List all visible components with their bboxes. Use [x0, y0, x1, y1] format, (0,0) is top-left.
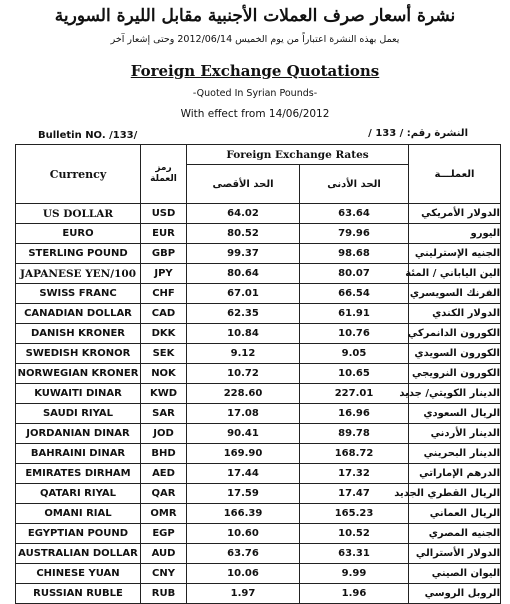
currency-code: GBP [141, 244, 187, 264]
header-max-ar: الحد الأقصى [187, 165, 300, 204]
quoted-note: -Quoted In Syrian Pounds- [192, 88, 318, 99]
table-row [16, 324, 501, 344]
bulletin-number-en: Bulletin NO. /133/ [38, 130, 138, 141]
currency-code: USD [141, 204, 187, 224]
min-rate: 168.72 [300, 444, 409, 464]
currency-name-ar: الدينار الكويتي/ جديد [409, 384, 501, 404]
header-rates: Foreign Exchange Rates [187, 145, 409, 165]
table-row [16, 484, 501, 504]
table-row [16, 304, 501, 324]
arabic-subtitle: يعمل بهذه النشرة اعتباراً من يوم الخميس 2012/06/14 وحتى إشعار آخر [110, 34, 400, 45]
min-rate: 165.23 [300, 504, 409, 524]
currency-name-ar: الكورون النرويجي [409, 364, 501, 384]
table-row [16, 544, 501, 564]
arabic-title: نشرة أسعار صرف العملات الأجنبية مقابل الليرة السورية [54, 6, 456, 26]
currency-name-ar: الدولار الأسترالي [409, 544, 501, 564]
currency-name-ar: الكورون السويدي [409, 344, 501, 364]
currency-name: JAPANESE YEN/100 [16, 264, 141, 284]
currency-name: DANISH KRONER [16, 324, 141, 344]
currency-code: RUB [141, 584, 187, 604]
currency-name: NORWEGIAN KRONER [16, 364, 141, 384]
currency-code: KWD [141, 384, 187, 404]
max-rate: 166.39 [187, 504, 300, 524]
currency-code: EUR [141, 224, 187, 244]
min-rate: 66.54 [300, 284, 409, 304]
max-rate: 10.72 [187, 364, 300, 384]
max-rate: 99.37 [187, 244, 300, 264]
currency-code: SAR [141, 404, 187, 424]
max-rate: 80.64 [187, 264, 300, 284]
max-rate: 10.60 [187, 524, 300, 544]
currency-name: SWEDISH KRONOR [16, 344, 141, 364]
currency-name: SAUDI RIYAL [16, 404, 141, 424]
table-row [16, 264, 501, 284]
min-rate: 63.64 [300, 204, 409, 224]
currency-name-ar: الدينار البحريني [409, 444, 501, 464]
table-row [16, 584, 501, 604]
currency-name-ar: الجنيه المصري [409, 524, 501, 544]
currency-name: US DOLLAR [16, 204, 141, 224]
min-rate: 98.68 [300, 244, 409, 264]
min-rate: 63.31 [300, 544, 409, 564]
min-rate: 227.01 [300, 384, 409, 404]
effective-date: With effect from 14/06/2012 [180, 108, 330, 120]
min-rate: 10.76 [300, 324, 409, 344]
max-rate: 67.01 [187, 284, 300, 304]
bulletin-number-ar: النشرة رقم: / 133 / [368, 128, 468, 139]
currency-name: QATARI RIYAL [16, 484, 141, 504]
header-code-ar: رمز العملة [141, 145, 187, 204]
currency-name-ar: الروبل الروسي [409, 584, 501, 604]
currency-name-ar: اليورو [409, 224, 501, 244]
max-rate: 62.35 [187, 304, 300, 324]
max-rate: 169.90 [187, 444, 300, 464]
currency-name: RUSSIAN RUBLE [16, 584, 141, 604]
min-rate: 16.96 [300, 404, 409, 424]
min-rate: 89.78 [300, 424, 409, 444]
min-rate: 79.96 [300, 224, 409, 244]
max-rate: 10.06 [187, 564, 300, 584]
min-rate: 10.52 [300, 524, 409, 544]
min-rate: 61.91 [300, 304, 409, 324]
table-row [16, 284, 501, 304]
max-rate: 17.59 [187, 484, 300, 504]
table-row [16, 204, 501, 224]
max-rate: 63.76 [187, 544, 300, 564]
currency-code: JOD [141, 424, 187, 444]
currency-name: EGYPTIAN POUND [16, 524, 141, 544]
currency-name-ar: الدولار الأمريكي [409, 204, 501, 224]
currency-code: DKK [141, 324, 187, 344]
currency-name-ar: الين الياباني / المئة [409, 264, 501, 284]
header-currency: Currency [16, 145, 141, 204]
currency-code: AED [141, 464, 187, 484]
max-rate: 80.52 [187, 224, 300, 244]
currency-name: BAHRAINI DINAR [16, 444, 141, 464]
currency-code: AUD [141, 544, 187, 564]
currency-code: JPY [141, 264, 187, 284]
currency-name: SWISS FRANC [16, 284, 141, 304]
max-rate: 17.08 [187, 404, 300, 424]
currency-name-ar: الدرهم الإماراتي [409, 464, 501, 484]
header-min-ar: الحد الأدنى [300, 165, 409, 204]
rates-body [16, 204, 501, 604]
table-row [16, 444, 501, 464]
min-rate: 1.96 [300, 584, 409, 604]
max-rate: 17.44 [187, 464, 300, 484]
rates-table [15, 144, 501, 604]
currency-name-ar: الجنيه الإسترليني [409, 244, 501, 264]
currency-name: STERLING POUND [16, 244, 141, 264]
currency-code: EGP [141, 524, 187, 544]
currency-name-ar: الدينار الأردني [409, 424, 501, 444]
table-row [16, 364, 501, 384]
currency-name-ar: الدولار الكندي [409, 304, 501, 324]
currency-name: KUWAITI DINAR [16, 384, 141, 404]
table-row [16, 464, 501, 484]
currency-name: EURO [16, 224, 141, 244]
table-row [16, 564, 501, 584]
currency-code: SEK [141, 344, 187, 364]
currency-name-ar: الفرنك السويسري [409, 284, 501, 304]
table-row [16, 244, 501, 264]
table-row [16, 524, 501, 544]
table-row [16, 424, 501, 444]
table-row [16, 384, 501, 404]
max-rate: 64.02 [187, 204, 300, 224]
header-currency-ar: العملـــة [409, 145, 501, 204]
table-row [16, 224, 501, 244]
currency-name: JORDANIAN DINAR [16, 424, 141, 444]
currency-name: CANADIAN DOLLAR [16, 304, 141, 324]
currency-name: CHINESE YUAN [16, 564, 141, 584]
currency-name-ar: الريال العماني [409, 504, 501, 524]
currency-name-ar: اليوان الصيني [409, 564, 501, 584]
min-rate: 80.07 [300, 264, 409, 284]
currency-name: EMIRATES DIRHAM [16, 464, 141, 484]
min-rate: 9.99 [300, 564, 409, 584]
english-title: Foreign Exchange Quotations [130, 62, 380, 80]
min-rate: 17.32 [300, 464, 409, 484]
max-rate: 1.97 [187, 584, 300, 604]
currency-name-ar: الكورون الدانمركي [409, 324, 501, 344]
currency-code: QAR [141, 484, 187, 504]
table-row [16, 344, 501, 364]
currency-code: CNY [141, 564, 187, 584]
currency-code: CAD [141, 304, 187, 324]
currency-name: OMANI RIAL [16, 504, 141, 524]
max-rate: 9.12 [187, 344, 300, 364]
max-rate: 228.60 [187, 384, 300, 404]
min-rate: 17.47 [300, 484, 409, 504]
currency-name-ar: الريال القطري الجديد [409, 484, 501, 504]
currency-code: NOK [141, 364, 187, 384]
currency-name: AUSTRALIAN DOLLAR [16, 544, 141, 564]
currency-name-ar: الريال السعودي [409, 404, 501, 424]
currency-code: CHF [141, 284, 187, 304]
min-rate: 10.65 [300, 364, 409, 384]
min-rate: 9.05 [300, 344, 409, 364]
max-rate: 90.41 [187, 424, 300, 444]
currency-code: BHD [141, 444, 187, 464]
currency-code: OMR [141, 504, 187, 524]
table-row [16, 504, 501, 524]
max-rate: 10.84 [187, 324, 300, 344]
table-row [16, 404, 501, 424]
